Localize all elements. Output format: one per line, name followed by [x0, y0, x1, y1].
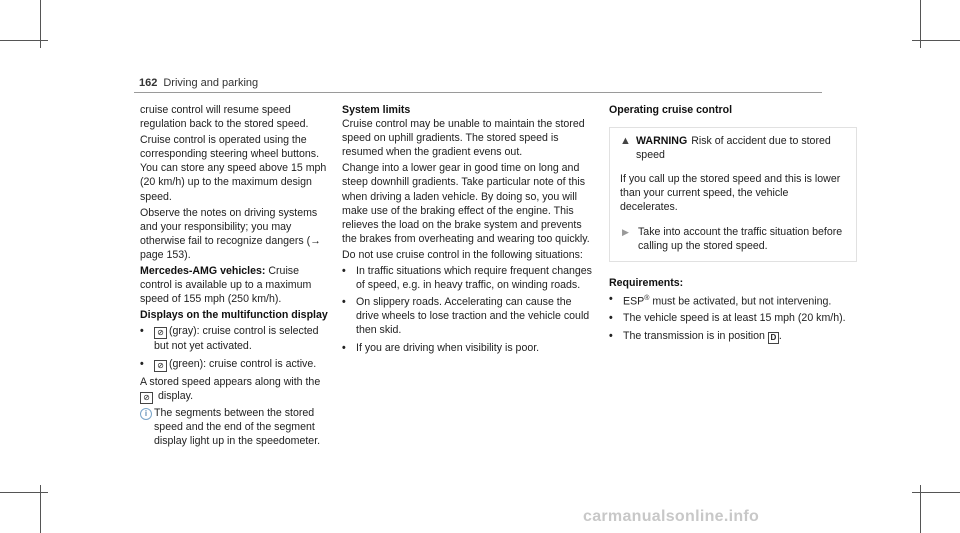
crop-mark [912, 492, 960, 493]
paragraph-text: A stored speed appears along with the [140, 375, 321, 388]
list-item [609, 292, 865, 309]
paragraph: Do not use cruise control in the following situations: [342, 248, 583, 261]
registered-mark: ® [644, 294, 650, 302]
action-text: Take into account the traffic situation before calling up the stored speed. [638, 225, 843, 252]
amg-paragraph [140, 264, 330, 306]
list-item-text: The transmission is in position [623, 329, 768, 342]
column-right [609, 103, 865, 347]
crop-mark [0, 40, 48, 41]
list-item-text: . [778, 329, 782, 342]
list-item-text: must be activated, but not intervening. [649, 295, 832, 308]
heading-text: System limits [342, 104, 411, 116]
list-item [609, 329, 865, 344]
situations-list [342, 264, 596, 355]
list-item-text: ESP [623, 295, 645, 308]
action-arrow-icon: ▶ [622, 226, 629, 237]
warning-action [620, 225, 846, 253]
list-item: • On slippery roads. Accelerating can cause the drive wheels to lose traction and the vehicle could then skid. [342, 295, 596, 337]
section-heading [609, 103, 865, 117]
requirements-list [609, 292, 865, 344]
column-left [140, 103, 330, 448]
page-number: 162 [139, 77, 158, 89]
paragraph: Change into a lower gear in good time on long and steep downhill gradients. Take particular note of this when driving a laden vehicle. By doing so, you will make use of the braking effect of the engine. This relieves the load on the brake system and prevents the brakes from overheating and wearing too quickly. [342, 162, 590, 245]
note-text: The segments between the stored speed and the end of the segment display light up in the speedometer. [154, 406, 321, 447]
warning-title-text: Risk of accident due to stored speed [636, 135, 831, 162]
display-heading-text: Displays on the multifunction display [140, 309, 328, 322]
list-item: • In traffic situations which require frequent changes of speed, e.g. in heavy traffic, on winding roads. [342, 264, 596, 292]
column-middle [342, 103, 596, 358]
info-icon: i [140, 408, 152, 420]
crop-mark [912, 40, 960, 41]
paragraph: Cruise control is operated using the corresponding steering wheel buttons. You can store any speed above 15 mph (20 km/h) up to the maximum design speed. [140, 134, 327, 203]
list-item: • If you are driving when visibility is poor. [342, 341, 596, 355]
list-item [140, 324, 330, 353]
display-heading [140, 308, 330, 322]
paragraph [140, 375, 330, 404]
page-header [139, 76, 258, 90]
header-divider [134, 92, 822, 93]
list-item-text: (green): cruise control is active. [169, 357, 317, 370]
list-item-text: The vehicle speed is at least 15 mph (20 km/h). [623, 312, 846, 325]
list-item [609, 311, 865, 325]
list-item-text: (gray): cruise control is selected but not yet activated. [154, 325, 319, 353]
requirements-heading-text: Requirements: [609, 276, 684, 289]
cruise-control-icon: ⊘ [154, 327, 167, 339]
list-item [140, 357, 330, 372]
warning-body: If you call up the stored speed and this is lower than your current speed, the vehicle decelerates. [620, 173, 841, 214]
paragraph: Cruise control may be unable to maintain the stored speed on uphill gradients. The stored speed is resumed when the gradient evens out. [342, 118, 585, 159]
display-list [140, 324, 330, 371]
cruise-control-icon: ⊘ [154, 360, 167, 372]
section-heading [342, 103, 596, 117]
section-title: Driving and parking [163, 77, 259, 89]
paragraph: cruise control will resume speed regulation back to the stored speed. [140, 104, 309, 131]
amg-label: Mercedes-AMG vehicles: [140, 265, 266, 278]
cruise-control-icon: ⊘ [140, 392, 153, 404]
watermark: carmanualsonline.info [583, 508, 760, 525]
amg-text: Cruise control is available up to a maximum speed of 155 mph (250 km/h). [140, 265, 312, 306]
paragraph [140, 206, 330, 262]
info-note [140, 406, 330, 448]
crop-mark [0, 492, 48, 493]
warning-box [609, 127, 857, 262]
warning-label: WARNING [636, 135, 688, 148]
heading-text: Operating cruise control [609, 104, 733, 116]
paragraph-text: Observe the notes on driving systems and your responsibility; you may otherwise fail to recognize dangers (→ page 153). [140, 206, 321, 261]
requirements-heading [609, 276, 865, 290]
warning-title [620, 134, 846, 162]
warning-triangle-icon: ▲ [620, 135, 631, 148]
paragraph-text: display. [157, 389, 194, 402]
gear-d-symbol: D [768, 332, 779, 344]
